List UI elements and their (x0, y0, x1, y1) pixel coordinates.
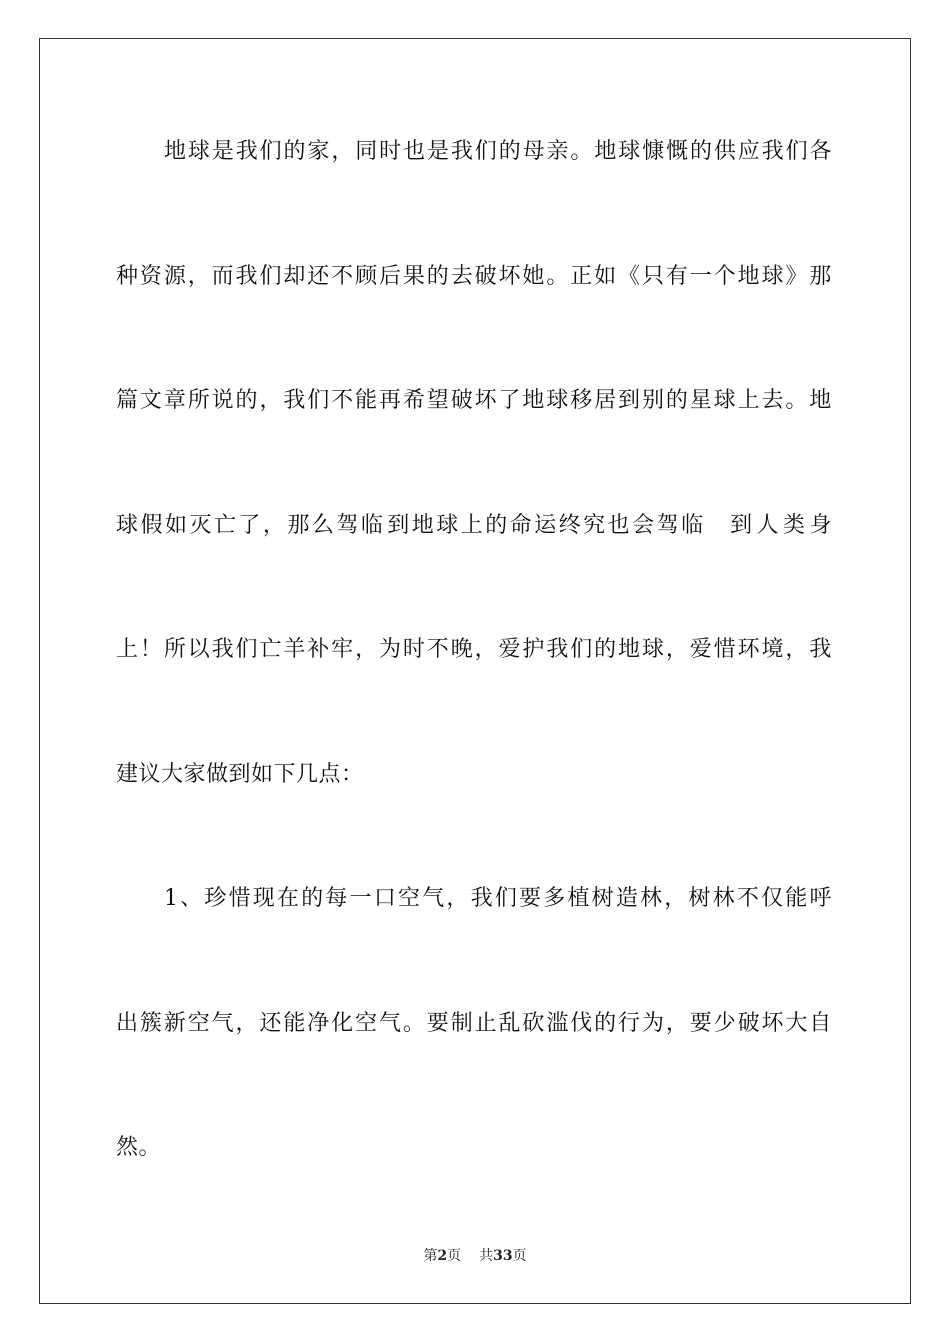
list-item-1-line-2: 出 簇 新 空 气 ， 还 能 净 化 空 气 。 要 制 止 乱 砍 滥 伐 的 行 为 ， 要 少 破 坏 大 自 (116, 1011, 832, 1036)
page-border (39, 38, 911, 1304)
current-page-number: 2 (437, 1248, 448, 1264)
footer-page-word: 页 (447, 1248, 462, 1264)
paragraph-line-4: 球 假 如 灭 亡 了 ， 那 么 驾 临 到 地 球 上 的 命 运 终 究 也 会 驾 临 到 人 类 身 (116, 513, 832, 538)
paragraph-line-1: 地 球 是 我 们 的 家 ， 同 时 也 是 我 们 的 母 亲 。 地 球 慷 慨 的 供 应 我 们 各 (164, 139, 832, 164)
footer-total-suffix: 页 (512, 1248, 527, 1264)
paragraph-line-5: 上 ！ 所 以 我 们 亡 羊 补 牢 ， 为 时 不 晚 ， 爱 护 我 们 的 地 球 ， 爱 惜 环 境 ， 我 (116, 637, 832, 662)
paragraph-line-6: 建议大家做到如下几点： (116, 762, 364, 787)
footer-total-prefix: 共 (479, 1248, 494, 1264)
footer-prefix: 第 (423, 1248, 438, 1264)
paragraph-line-3: 篇 文 章 所 说 的 ， 我 们 不 能 再 希 望 破 坏 了 地 球 移 居 到 别 的 星 球 上 去 。 地 (116, 388, 832, 413)
total-page-count: 33 (493, 1248, 513, 1264)
list-item-1-line-3: 然。 (116, 1135, 162, 1160)
list-item-1-line-1: 1 、 珍 惜 现 在 的 每 一 口 空 气 ， 我 们 要 多 植 树 造 林 ， 树 林 不 仅 能 呼 (164, 886, 832, 911)
page-footer (0, 1246, 950, 1266)
paragraph-line-2: 种 资 源 ， 而 我 们 却 还 不 顾 后 果 的 去 破 坏 她 。 正 如 《 只 有 一 个 地 球 》 那 (116, 264, 832, 289)
